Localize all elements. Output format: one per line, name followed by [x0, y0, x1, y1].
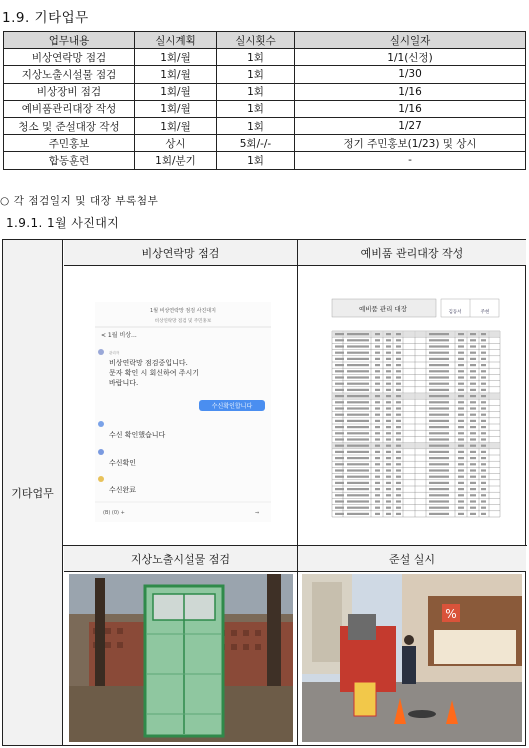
chat-reply-2: 수신확인: [109, 459, 137, 467]
table-cell: 1회/월: [135, 100, 217, 117]
table-cell: -: [295, 152, 526, 169]
col-header: 업무내용: [4, 32, 135, 49]
col-header: 실시일자: [295, 32, 526, 49]
ledger-sign-1: 김동서: [448, 310, 462, 315]
table-cell: 1회/분기: [135, 152, 217, 169]
table-cell: 1회/월: [135, 117, 217, 134]
table-cell: 1/30: [295, 66, 526, 83]
chat-reply-1: 수신 확인했습니다: [109, 431, 166, 439]
chat-msg-1: 비상연락망 점검중입니다.: [109, 359, 188, 367]
table-cell: 비상연락망 점검: [4, 49, 135, 66]
subsection-title: 1.9.1. 1월 사진대지: [6, 216, 120, 230]
facility-inspection-photo: [69, 574, 293, 742]
ledger-title: 예비품 관리 대장: [358, 305, 408, 313]
table-cell: 1회: [217, 66, 295, 83]
svg-text:%: %: [445, 607, 457, 621]
svg-text:관리자: 관리자: [109, 351, 120, 355]
category-cell: 기타업무: [3, 240, 63, 745]
table-cell: 정기 주민홍보(1/23) 및 상시: [295, 135, 526, 152]
table-row: [4, 152, 526, 169]
col-header: 실시횟수: [217, 32, 295, 49]
table-row: [4, 49, 526, 66]
chat-title: < 1월 비상...: [101, 332, 137, 339]
table-cell: 비상장비 점검: [4, 83, 135, 100]
note-text: ○ 각 점검일지 및 대장 부록첨부: [0, 195, 159, 207]
section-title: 1.9. 기타업무: [2, 10, 89, 26]
table-cell: 지상노출시설물 점검: [4, 66, 135, 83]
table-cell: 1/1(신정): [295, 49, 526, 66]
table-cell: 1회: [217, 49, 295, 66]
table-cell: 1회: [217, 100, 295, 117]
table-cell: 1회: [217, 117, 295, 134]
table-row: [4, 83, 526, 100]
col-header: 실시계획: [135, 32, 217, 49]
svg-text:(B) (0) +: (B) (0) +: [103, 510, 125, 516]
dredging-photo: [302, 574, 522, 742]
table-header-row: [4, 32, 526, 49]
table-cell: 주민홍보: [4, 135, 135, 152]
cell-title: 지상노출시설물 점검: [64, 546, 297, 572]
table-cell: 1/16: [295, 100, 526, 117]
phone-sub: 비상연락망 점검 및 주민홍보: [154, 319, 212, 324]
table-cell: 1/16: [295, 83, 526, 100]
phone-header: 1월 비상연락망 점검 사진대지: [150, 308, 216, 314]
table-cell: 합동훈련: [4, 152, 135, 169]
emergency-contact-photo: [95, 302, 271, 522]
table-cell: 예비품관리대장 작성: [4, 100, 135, 117]
table-row: [4, 100, 526, 117]
cell-title: 준설 실시: [298, 546, 526, 572]
chat-msg-3: 바랍니다.: [109, 379, 139, 387]
cell-title: 예비품 관리대장 작성: [298, 240, 526, 266]
table-cell: 청소 및 준설대장 작성: [4, 117, 135, 134]
table-cell: 1회: [217, 83, 295, 100]
svg-text:⇒: ⇒: [255, 510, 260, 516]
table-cell: 상시: [135, 135, 217, 152]
summary-table: [3, 31, 526, 170]
chat-reply-3: 수신완료: [109, 486, 137, 494]
table-cell: 1회/월: [135, 83, 217, 100]
table-cell: 1회: [217, 152, 295, 169]
table-row: [4, 117, 526, 134]
column-divider: [297, 240, 298, 745]
table-row: [4, 135, 526, 152]
chat-msg-2: 문자 확인 시 회신하여 주시기: [109, 369, 200, 377]
table-cell: 1/27: [295, 117, 526, 134]
spare-parts-ledger-photo: [331, 297, 501, 533]
table-cell: 1회/월: [135, 66, 217, 83]
table-cell: 1회/월: [135, 49, 217, 66]
table-row: [4, 66, 526, 83]
chat-button: 수신확인합니다: [211, 403, 253, 410]
table-cell: 5회/-/-: [217, 135, 295, 152]
cell-title: 비상연락망 점검: [64, 240, 297, 266]
ledger-sign-2: 주현: [480, 310, 490, 315]
photo-table: [2, 239, 526, 746]
